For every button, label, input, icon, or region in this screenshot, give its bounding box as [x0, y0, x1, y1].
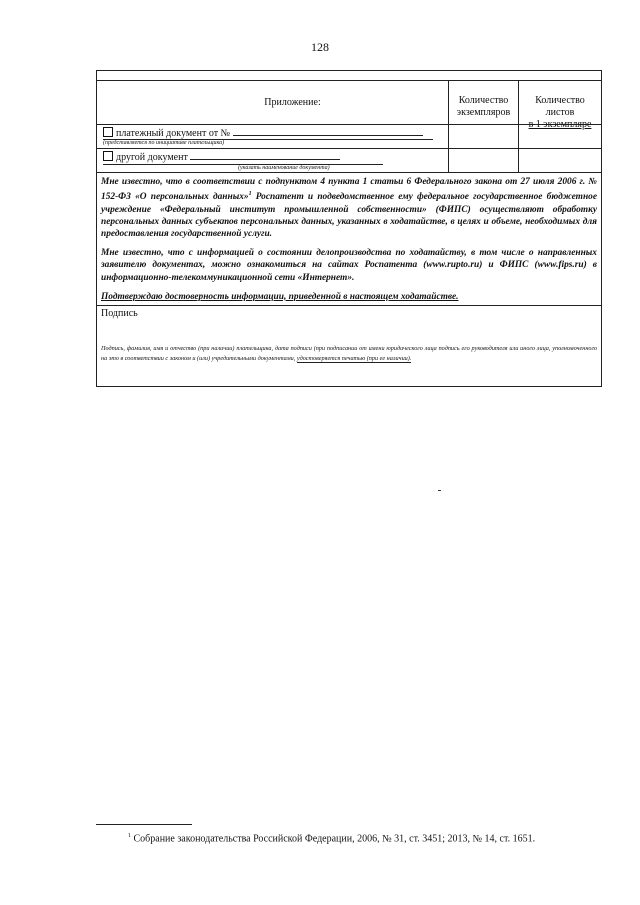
footnote	[128, 833, 535, 844]
personal-data-paragraph-start: Мне известно, что в соответствии с подпунктом 4 пункта 1 статьи 6 Федерального закона от 27 июля 2006 г. № 152-ФЗ «О персональных данных»	[101, 177, 597, 203]
footnote-reference: 1	[248, 191, 252, 198]
signature-block	[97, 306, 601, 386]
payment-document-hint: (представляется по инициативе плательщика)	[103, 139, 433, 146]
payment-document-sheets-cell[interactable]	[519, 125, 601, 148]
signature-label: Подпись	[101, 307, 138, 319]
scan-artifact	[438, 490, 441, 491]
page-number: 128	[311, 40, 329, 54]
copies-header-line-1: Количество	[458, 95, 509, 106]
signature-note-seal: удостоверяется печатью (при ее наличии).	[296, 354, 412, 362]
consent-text-block	[97, 173, 601, 306]
sheets-header	[519, 81, 601, 130]
payment-document-copies-cell[interactable]	[449, 125, 519, 148]
signature-note	[101, 344, 597, 364]
footnote-number: 1	[128, 833, 131, 839]
payment-document-label: платежный документ от №	[116, 128, 231, 139]
attachment-item-row	[97, 125, 601, 149]
sheets-header-line-2: листов	[545, 107, 575, 118]
attachment-form	[96, 70, 602, 387]
other-document-hint: (указать наименование документа)	[103, 164, 383, 171]
payment-document-item	[97, 125, 449, 148]
form-top-strip	[97, 71, 601, 81]
footnote-text: Собрание законодательства Российской Федерации, 2006, № 31, ст. 3451; 2013, № 14, ст. 1651.	[133, 833, 536, 845]
personal-data-paragraph-end: Роспатент и подведомственное ему федеральное государственное бюджетное учреждение «Федеральный институт промышленной собственности» (ФИПС) осуществляют обработку персональных данных субъектов персональных данных, указанных в ходатайстве, в целях и объеме, необходимых для предоставления государственной услуги.	[101, 192, 597, 239]
table-header-row	[97, 81, 601, 130]
payment-document-field[interactable]	[233, 135, 423, 136]
attachment-header-label: Приложение:	[264, 97, 321, 108]
sheets-header-line-1: Количество	[535, 95, 585, 106]
footnote-divider	[96, 824, 192, 825]
personal-data-paragraph	[101, 176, 597, 240]
confirmation-paragraph: Подтверждаю достоверность информации, приведенной в настоящем ходатайстве.	[101, 291, 459, 302]
copies-header	[449, 81, 519, 124]
attachment-header	[97, 81, 449, 124]
sheets-header-line-3: в 1 экземпляре	[528, 119, 592, 130]
payment-document-checkbox[interactable]	[103, 127, 113, 137]
other-document-item	[97, 149, 449, 172]
other-document-label: другой документ	[116, 152, 188, 163]
signature-note-main: Подпись, фамилия, имя и отчество (при наличии) плательщика, дата подписи (при подписании от имени юридического лица подпись его руководителя или иного лица, уполномоченного на это в соответствии с законом и (или) учредительными документами,	[101, 344, 597, 362]
attachment-item-row	[97, 149, 601, 173]
other-document-field[interactable]	[190, 159, 340, 160]
other-document-checkbox[interactable]	[103, 151, 113, 161]
other-document-sheets-cell[interactable]	[519, 149, 601, 172]
case-status-paragraph: Мне известно, что с информацией о состоянии делопроизводства по ходатайству, в том числе о направленных заявителю документах, можно ознакомиться на сайтах Роспатента (www.rupto.ru) и ФИПС (www.fips.ru) в информационно-телекоммуникационной сети «Интернет».	[101, 248, 597, 283]
copies-header-line-2: экземпляров	[456, 107, 511, 118]
other-document-copies-cell[interactable]	[449, 149, 519, 172]
